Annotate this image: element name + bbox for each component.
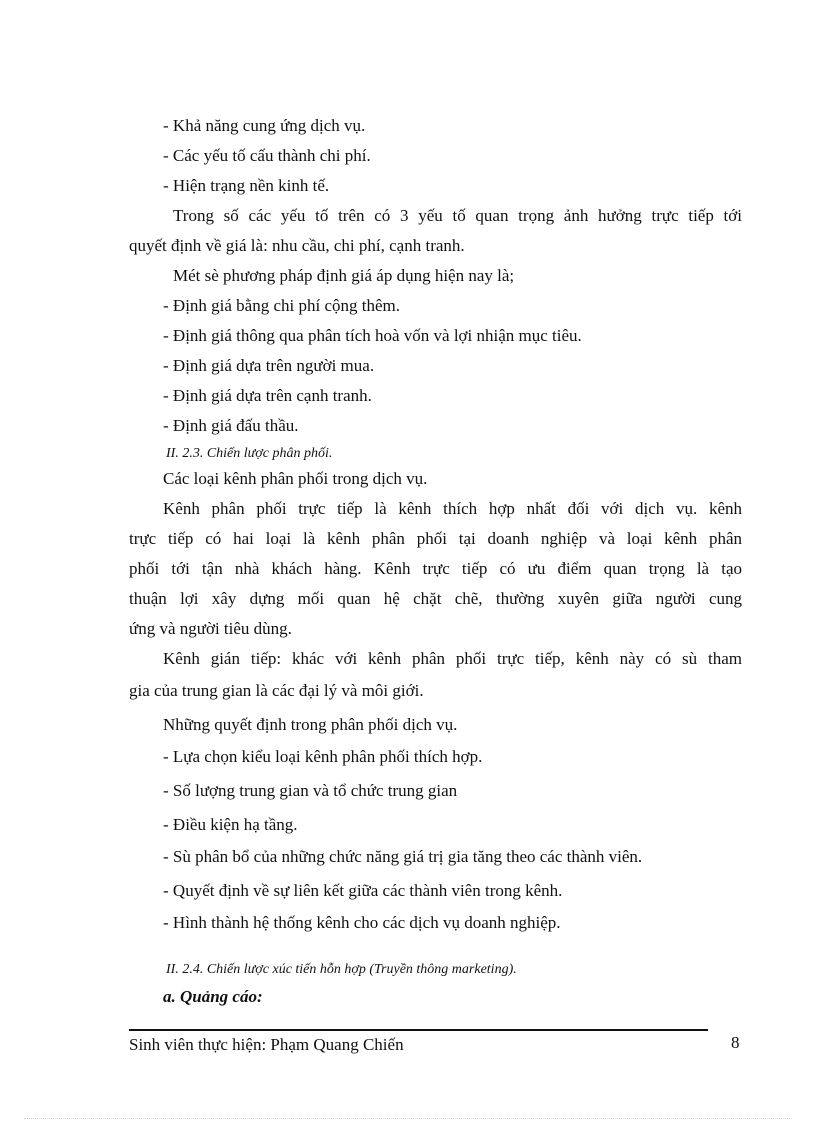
body-line: Kênh gián tiếp: khác với kênh phân phối trực tiếp, kênh này có sù tham <box>163 649 742 668</box>
section-heading: II. 2.4. Chiến lược xúc tiến hỗn hợp (Truyền thông marketing). <box>166 962 517 977</box>
body-line: Mét sè phương pháp định giá áp dụng hiện nay là; <box>173 266 515 285</box>
footer-author: Sinh viên thực hiện: Phạm Quang Chiến <box>129 1035 404 1054</box>
body-line: trực tiếp có hai loại là kênh phân phối tại doanh nghiệp và loại kênh phân <box>129 529 742 548</box>
body-line: Trong số các yếu tố trên có 3 yếu tố quan trọng ảnh hưởng trực tiếp tới <box>173 206 742 225</box>
body-line: - Các yếu tố cấu thành chi phí. <box>163 146 371 165</box>
page-bottom-dotted-line <box>24 1118 792 1119</box>
body-line: - Quyết định về sự liên kết giữa các thành viên trong kênh. <box>163 881 563 900</box>
body-line: - Định giá dựa trên người mua. <box>163 356 375 375</box>
body-line: - Sù phân bổ của những chức năng giá trị gia tăng theo các thành viên. <box>163 847 643 866</box>
body-line: - Định giá dựa trên cạnh tranh. <box>163 386 372 405</box>
body-line: Những quyết định trong phân phối dịch vụ. <box>163 715 458 734</box>
section-heading: II. 2.3. Chiến lược phân phối. <box>166 446 333 461</box>
body-line: Các loại kênh phân phối trong dịch vụ. <box>163 469 428 488</box>
subsection-heading: a. Quảng cáo: <box>163 987 263 1006</box>
body-line: - Điều kiện hạ tầng. <box>163 815 298 834</box>
body-line: Kênh phân phối trực tiếp là kênh thích hợp nhất đối với dịch vụ. kênh <box>163 499 742 518</box>
footer-rule <box>129 1029 708 1031</box>
page-number: 8 <box>731 1033 740 1052</box>
body-line: - Lựa chọn kiểu loại kênh phân phối thích hợp. <box>163 747 483 766</box>
body-line: - Số lượng trung gian và tổ chức trung gian <box>163 781 458 800</box>
body-line: - Định giá bằng chi phí cộng thêm. <box>163 296 401 315</box>
body-line: quyết định về giá là: nhu cầu, chi phí, cạnh tranh. <box>129 236 465 255</box>
body-line: - Hình thành hệ thống kênh cho các dịch vụ doanh nghiệp. <box>163 913 561 932</box>
body-line: phối tới tận nhà khách hàng. Kênh trực tiếp có ưu điểm quan trọng là tạo <box>129 559 742 578</box>
body-line: - Định giá đấu thầu. <box>163 416 299 435</box>
body-line: - Định giá thông qua phân tích hoà vốn và lợi nhiận mục tiêu. <box>163 326 582 345</box>
body-line: - Hiện trạng nền kinh tế. <box>163 176 330 195</box>
body-line: ứng và người tiêu dùng. <box>129 619 292 638</box>
body-line: gia của trung gian là các đại lý và môi giới. <box>129 681 424 700</box>
body-line: - Khả năng cung ứng dịch vụ. <box>163 116 366 135</box>
body-line: thuận lợi xây dựng mối quan hệ chặt chẽ, thường xuyên giữa người cung <box>129 589 742 608</box>
